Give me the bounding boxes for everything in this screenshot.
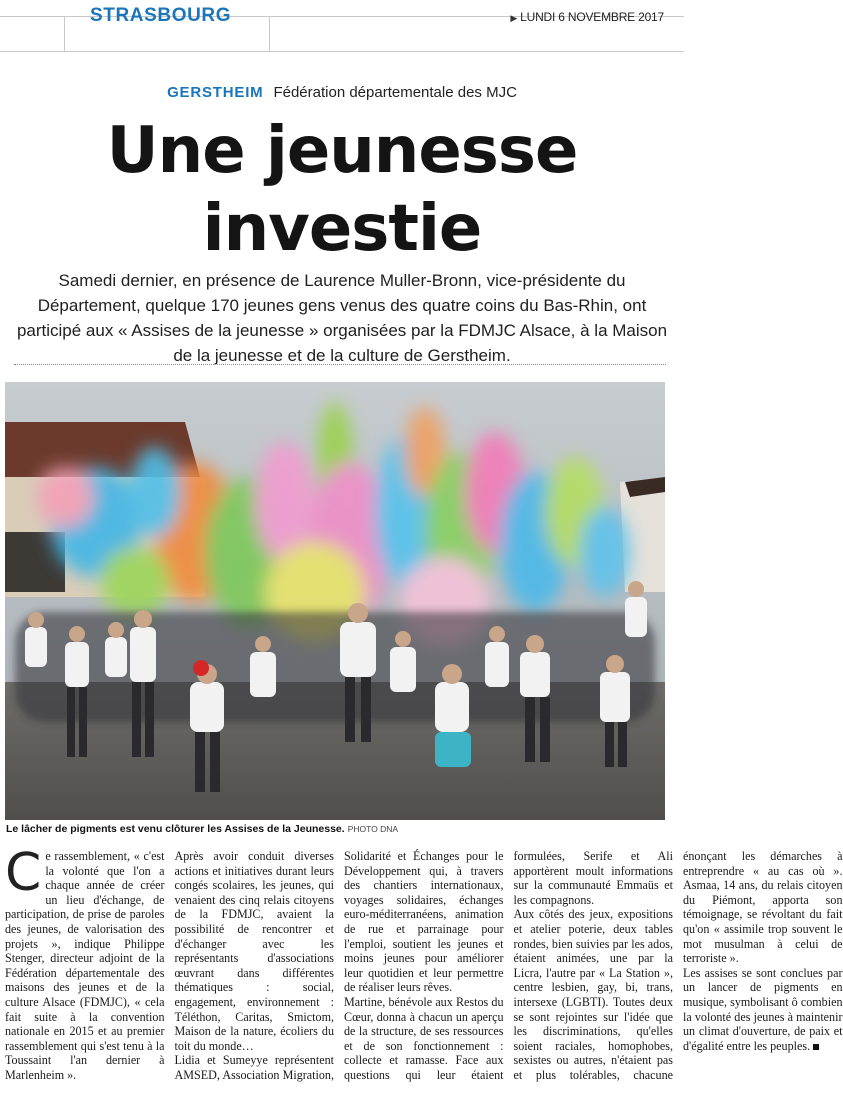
photo-pigment-scene bbox=[5, 382, 665, 820]
headline bbox=[0, 112, 684, 268]
article-paragraph-6-text: Les assises se sont conclues par un lancer de pigments en musique, symbolisant ô combien la volonté des jeunes à maintenir un climat d'ouverture, de paix et d'égalité entre les peuples. bbox=[683, 965, 843, 1053]
article-paragraph-3: Lidia et Sumeyye représentent AMSED, Association Migration, Solidarité et Échanges pour le Développement qui, à travers des chantiers internationaux, voyages solidaires, échanges euro-méditerranéens, animation de rue et parrainage pour l'emploi, soutient les jeunes et moins jeunes pour améliorer leur quotidien et leur permettre de réaliser leurs rêves. bbox=[174, 849, 504, 1082]
article-paragraph-5: Aux côtés des jeux, expositions et atelier poterie, deux tables rondes, bien suivies par les ados, étaient animées, une par la Licra, l'autre par « La Station », centre lesbien, gay, bi, trans, intersexe (LGBTI). Toutes deux se sont rejointes sur l'idée que les discriminations, qu'elles soient raciales, homophobes, sexistes ou autres, n'étaient pas et plus tolérables, chacune énonçant les démarches à entreprendre « au cas où ». Asmaa, 14 ans, du relais citoyen du Piémont, apporta son témoignage, se révoltant du fait qu'on « assimile trop souvent le mot musulman à celui de terroriste ». bbox=[513, 849, 843, 1082]
caption-text: Le lâcher de pigments est venu clôturer les Assises de la Jeunesse. bbox=[6, 823, 345, 835]
photo-credit: PHOTO DNA bbox=[347, 824, 399, 834]
article-paragraph-1 bbox=[5, 843, 165, 1083]
article-paragraph-1-text: e rassemblement, « c'est la volonté que l'on a chaque année de créer un lieu d'échange, de participation, de prise de paroles des jeunes, de valorisation des projets », indique Philippe Stenger, directeur adjoint de la Fédération départementale des maisons des jeunes et de la culture Alsace (FDMJC), « cela fait suite à la convention nationale en 2015 et au premier rassemblement qui s'est tenu à la Toussaint l'an dernier à Marlenheim ». bbox=[5, 849, 165, 1082]
kicker bbox=[0, 84, 684, 101]
article-paragraph-6 bbox=[683, 966, 843, 1054]
article-paragraph-2: Après avoir conduit diverses actions et initiatives durant leurs congés scolaires, les jeunes, qui venaient des cinq relais citoyens de la FDMJC, avaient la possibilité de rencontrer et d'échanger avec les représentants d'associations œuvrant dans différentes thématiques : social, engagement, environnement : Téléthon, Caritas, Smictom, Maison de la nature, écoliers du toit du monde… bbox=[174, 849, 334, 1053]
article-paragraph-4: Martine, bénévole aux Restos du Cœur, donna à chacun un aperçu de la structure, de ses ressources et de son fonctionnement : collecte et ramasse. Face aux questions qui leur étaient formulées, Serife et Ali apportèrent moult informations sur la communauté Emmaüs et les compagnons. bbox=[344, 849, 673, 1082]
headline-line-1: Une jeunesse bbox=[106, 114, 578, 188]
article-body bbox=[5, 843, 843, 1089]
triangle-icon: ▶ bbox=[510, 13, 518, 23]
kicker-place: GERSTHEIM bbox=[167, 84, 264, 101]
publication-date bbox=[510, 10, 664, 24]
headline-line-2: investie bbox=[202, 192, 482, 266]
dotted-divider bbox=[14, 364, 666, 365]
drop-cap: C bbox=[5, 843, 42, 903]
kicker-subtitle: Fédération départementale des MJC bbox=[273, 84, 517, 101]
end-of-article-mark bbox=[813, 1044, 819, 1050]
article-photo bbox=[5, 382, 665, 820]
publication-date-text: LUNDI 6 NOVEMBRE 2017 bbox=[520, 10, 664, 24]
lede-paragraph: Samedi dernier, en présence de Laurence Muller-Bronn, vice-présidente du Département, quelque 170 jeunes gens venus des quatre coins du Bas-Rhin, ont participé aux « Assises de la jeunesse » organisées par la FDMJC Alsace, à la Maison de la jeunesse et de la culture de Gerstheim. bbox=[16, 271, 668, 365]
photo-caption bbox=[6, 823, 676, 835]
section-name: STRASBOURG bbox=[90, 5, 232, 26]
